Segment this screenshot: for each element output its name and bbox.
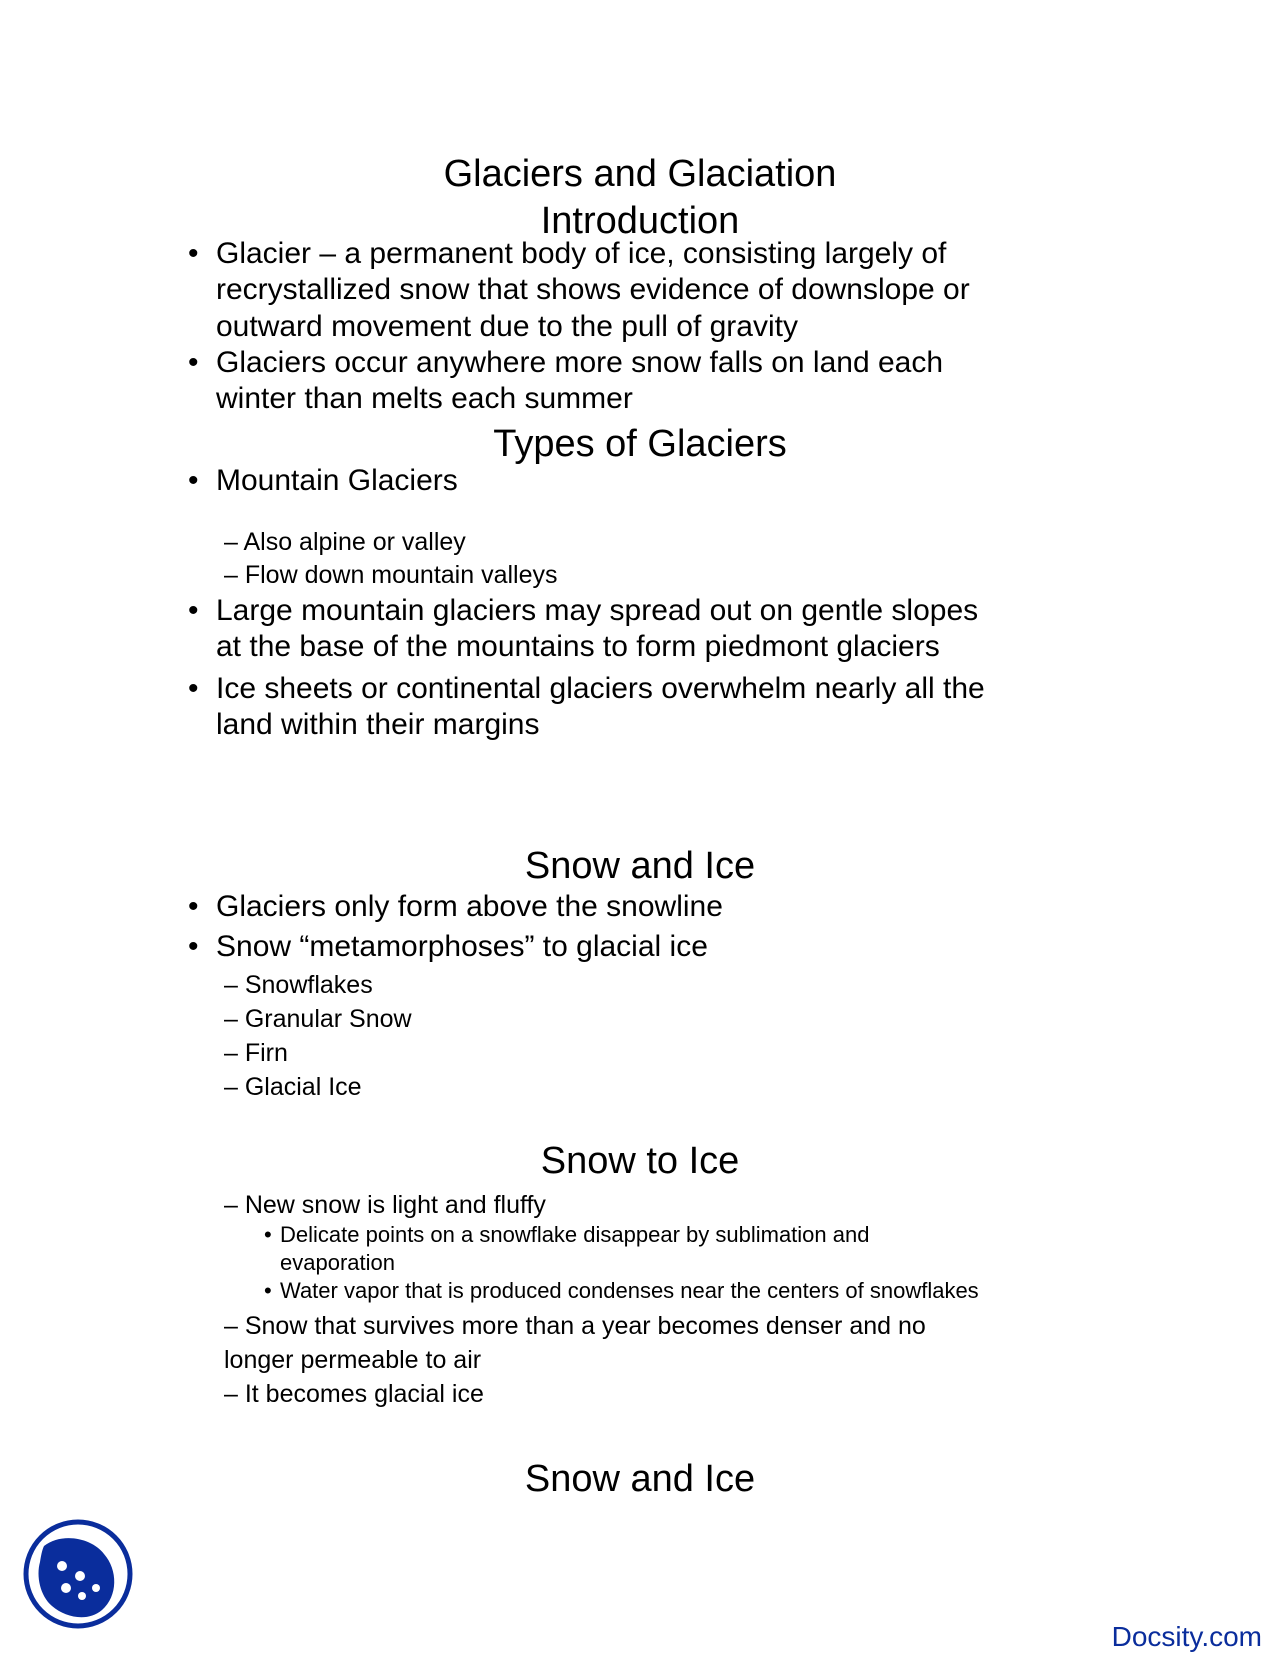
list-item bbox=[188, 344, 944, 382]
heading-snow-to-ice: Snow to Ice bbox=[540, 1140, 740, 1182]
list-item-text: Glaciers occur anywhere more snow falls on land each bbox=[216, 346, 944, 379]
heading-types-of-glaciers: Types of Glaciers bbox=[493, 423, 787, 465]
list-item-continuation: evaporation bbox=[280, 1250, 395, 1275]
list-item bbox=[188, 888, 723, 926]
sub-sub-list-item bbox=[264, 1221, 870, 1249]
list-item-text: Large mountain glaciers may spread out on gentle slopes bbox=[216, 594, 979, 627]
list-item-continuation: land within their margins bbox=[216, 708, 540, 741]
list-item-text: Ice sheets or continental glaciers overwhelm nearly all the bbox=[216, 672, 985, 705]
watermark-text: Docsity.com bbox=[1111, 1621, 1262, 1652]
bullet-icon: • bbox=[264, 1278, 272, 1303]
sub-list-item: – Glacial Ice bbox=[224, 1073, 362, 1101]
list-item-text: Delicate points on a snowflake disappear by sublimation and bbox=[280, 1222, 870, 1247]
sub-sub-list-item bbox=[264, 1277, 979, 1305]
heading-snow-and-ice: Snow and Ice bbox=[524, 845, 756, 887]
list-item-continuation: longer permeable to air bbox=[224, 1346, 482, 1374]
list-item-text: Snow “metamorphoses” to glacial ice bbox=[216, 930, 708, 963]
bullet-icon: • bbox=[188, 464, 199, 497]
list-item-text: Water vapor that is produced condenses near the centers of snowflakes bbox=[280, 1278, 979, 1303]
bullet-icon: • bbox=[264, 1222, 272, 1247]
list-item bbox=[188, 670, 985, 708]
page-title: Glaciers and Glaciation bbox=[443, 153, 837, 195]
sub-list-item: – Granular Snow bbox=[224, 1005, 412, 1033]
sub-list-item: – Flow down mountain valleys bbox=[224, 561, 558, 589]
heading-introduction: Introduction bbox=[540, 200, 740, 242]
sub-list-item: – Firn bbox=[224, 1039, 288, 1067]
bullet-icon: • bbox=[188, 672, 199, 705]
docsity-logo-icon bbox=[22, 1518, 134, 1630]
list-item-continuation: recrystallized snow that shows evidence of downslope or bbox=[216, 273, 970, 306]
sub-list-item: – Also alpine or valley bbox=[224, 528, 466, 556]
list-item-text: Mountain Glaciers bbox=[216, 464, 458, 497]
list-item bbox=[188, 462, 458, 500]
bullet-icon: • bbox=[188, 594, 199, 627]
list-item-text: Glaciers only form above the snowline bbox=[216, 890, 723, 923]
bullet-icon: • bbox=[188, 930, 199, 963]
heading-snow-and-ice-2: Snow and Ice bbox=[524, 1458, 756, 1500]
list-item-continuation: at the base of the mountains to form piedmont glaciers bbox=[216, 630, 940, 663]
bullet-icon: • bbox=[188, 890, 199, 923]
sub-list-item: – New snow is light and fluffy bbox=[224, 1191, 546, 1219]
list-item bbox=[188, 592, 979, 630]
list-item bbox=[188, 235, 947, 273]
sub-list-item: – It becomes glacial ice bbox=[224, 1380, 484, 1408]
sub-list-item: – Snowflakes bbox=[224, 971, 373, 999]
list-item bbox=[188, 928, 708, 966]
list-item-continuation: outward movement due to the pull of gravity bbox=[216, 310, 798, 343]
bullet-icon: • bbox=[188, 346, 199, 379]
sub-list-item: – Snow that survives more than a year becomes denser and no bbox=[224, 1312, 926, 1340]
bullet-icon: • bbox=[188, 237, 199, 270]
list-item-text: Glacier – a permanent body of ice, consisting largely of bbox=[216, 237, 947, 270]
list-item-continuation: winter than melts each summer bbox=[216, 382, 633, 415]
